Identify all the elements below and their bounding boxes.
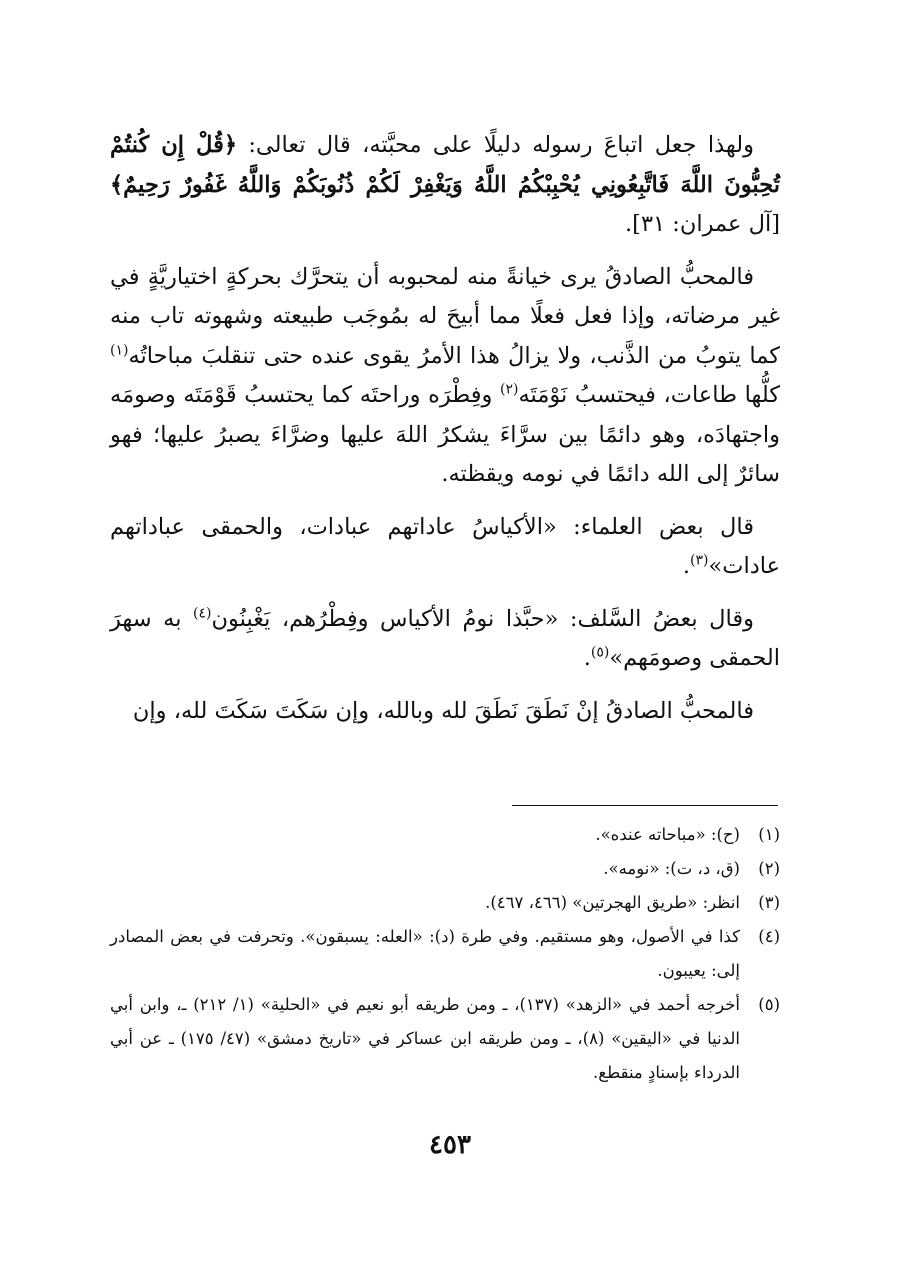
footnote — [110, 886, 780, 920]
quran-verse: ﴿قُلْ إِن كُنتُمْ تُحِبُّونَ اللَّهَ فَاتَّبِعُونِي يُحْبِبْكُمُ اللَّهُ وَيَغْفِرْ لَكُمْ ذُنُوبَكُمْ وَاللَّهُ غَفُورٌ رَحِيمٌ﴾ — [110, 132, 780, 198]
paragraph-text: فالمحبُّ الصادقُ يرى خيانةً منه لمحبوبه أن يتحرَّك بحركةٍ اختياريَّةٍ في غير مرضاته، وإذا فعل فعلًا مما أبيحَ له بمُوجَب طبيعته وشهوته تاب منه كما يتوبُ من الذَّنب، ولا يزالُ هذا الأمرُ يقوى عنده حتى تنقلبَ مباحاتُه — [110, 263, 780, 369]
footnote — [110, 988, 780, 1090]
footnote-text: (ح): «مباحاته عنده». — [595, 825, 740, 844]
footnote — [110, 818, 780, 852]
paragraph-text: كلُّها طاعات، فيحتسبُ نَوْمَتَه — [518, 382, 780, 408]
footnote-text: (ق، د، ت): «نومه». — [603, 859, 740, 878]
paragraph-2 — [110, 258, 780, 495]
paragraph-text: فالمحبُّ الصادقُ إنْ نَطَقَ نَطَقَ لله وبالله، وإن سَكَتَ سَكَتَ لله، وإن — [132, 697, 754, 724]
paragraph-text: وفِطْرَه وراحتَه كما يحتسبُ قَوْمَتَه وصومَه واجتهادَه، وهو دائمًا بين سرَّاءَ يشكرُ اللهَ عليها وضرَّاءَ يصبرُ عليها؛ فهو سائرٌ إلى الله دائمًا في نومه ويقظته. — [110, 382, 780, 487]
paragraph-text: . — [682, 553, 691, 579]
footnote-separator — [512, 805, 778, 806]
paragraph-4 — [110, 600, 780, 679]
page-number: ٤٥٣ — [429, 1130, 471, 1160]
footnote-number: (١) — [758, 825, 780, 844]
footnote-marker: (٥) — [590, 644, 610, 661]
paragraph-text: به سهرَ الحمقى وصومَهم» — [110, 605, 780, 671]
paragraph-text: وقال بعضُ السَّلف: «حبَّذا نومُ الأكياس وفِطْرُهم، يَغْبِنُون — [211, 605, 754, 632]
paragraph-text: قال بعض العلماء: «الأكياسُ عاداتهم عبادات، والحمقى عباداتهم عادات» — [110, 513, 780, 579]
footnote-marker: (١) — [110, 342, 129, 358]
footnotes — [110, 818, 780, 1090]
footnote-marker: (٤) — [193, 605, 212, 621]
footnote-number: (٤) — [758, 927, 780, 946]
footnote-marker: (٣) — [690, 552, 709, 569]
paragraph-text: ولهذا جعل اتباعَ رسوله دليلًا على محبَّته، قال تعالى: — [237, 132, 754, 158]
footnote — [110, 852, 780, 886]
main-text — [110, 126, 780, 744]
paragraph-text: . — [583, 645, 591, 671]
paragraph-1 — [110, 126, 780, 245]
footnote — [110, 920, 780, 988]
footnote-number: (٣) — [758, 893, 780, 912]
paragraph-5 — [110, 692, 780, 732]
paragraph-3 — [110, 508, 780, 587]
footnote-number: (٥) — [758, 995, 780, 1014]
footnote-text: انظر: «طريق الهجرتين» (٤٦٦، ٤٦٧). — [485, 893, 740, 912]
footnote-marker: (٢) — [500, 381, 519, 398]
footnote-number: (٢) — [758, 859, 780, 878]
footnote-text: أخرجه أحمد في «الزهد» (١٣٧)، ـ ومن طريقه أبو نعيم في «الحلية» (١/ ٢١٢) ـ، وابن أبي الدنيا في «اليقين» (٨)، ـ ومن طريقه ابن عساكر في «تاريخ دمشق» (٤٧/ ١٧٥) ـ عن أبي الدرداء بإسنادٍ منقطع. — [110, 995, 740, 1082]
verse-reference: [آل عمران: ٣١]. — [625, 211, 780, 237]
footnote-text: كذا في الأصول، وهو مستقيم. وفي طرة (د): «العله: يسبقون». وتحرفت في بعض المصادر إلى: يعيبون. — [110, 927, 740, 980]
